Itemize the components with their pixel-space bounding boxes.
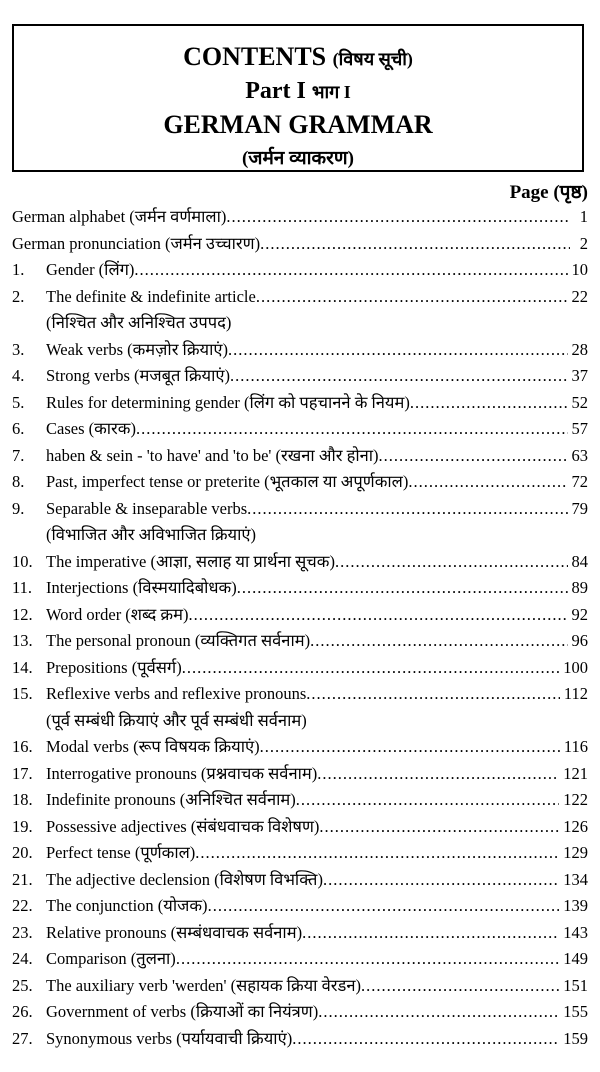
toc-entry-title: Gender (लिंग) — [46, 260, 135, 279]
toc-entry-number: 27. — [12, 1028, 33, 1048]
toc-entry-number: 9. — [12, 498, 25, 518]
toc-entry-title: Weak verbs (कमज़ोर क्रियाएं) — [46, 339, 228, 359]
toc-entry-number: 3. — [12, 339, 25, 359]
toc-entry-subtitle: (निश्चित और अनिश्चित उपपद) — [46, 313, 232, 332]
toc-entry — [12, 973, 588, 1000]
toc-entry-page: 139 — [563, 896, 588, 915]
toc-entry-title: The adjective declension (विशेषण विभक्ति) — [46, 869, 323, 889]
toc-leader-dots — [292, 1026, 559, 1053]
toc-entry-title: The imperative (आज्ञा, सलाह या प्रार्थना सूचक) — [46, 551, 335, 571]
toc-entry-number: 17. — [12, 763, 33, 783]
toc-entry-number: 7. — [12, 445, 25, 465]
toc-leader-dots — [228, 337, 568, 364]
toc-leader-dots — [335, 549, 568, 576]
toc-entry-title: Possessive adjectives (संबंधवाचक विशेषण) — [46, 816, 320, 836]
toc-entry — [12, 575, 588, 602]
toc-entry — [12, 337, 588, 364]
toc-entry — [12, 867, 588, 894]
part-title-hi: भाग I — [311, 82, 351, 102]
toc-leader-dots — [195, 840, 559, 867]
toc-leader-dots — [408, 469, 567, 496]
toc-entry-title: German alphabet (जर्मन वर्णमाला) — [12, 207, 227, 226]
toc-leader-dots — [302, 920, 559, 947]
toc-leader-dots — [361, 973, 559, 1000]
toc-entry-number: 20. — [12, 843, 33, 862]
contents-title-en: CONTENTS — [183, 42, 327, 71]
toc-entry — [12, 549, 588, 576]
toc-entry-number: 18. — [12, 790, 33, 809]
toc-entry-number: 21. — [12, 869, 33, 889]
contents-header-box — [12, 24, 584, 172]
toc-entry — [12, 443, 588, 470]
toc-entry-number: 10. — [12, 551, 33, 571]
toc-leader-dots — [256, 284, 568, 311]
toc-entry — [12, 920, 588, 947]
toc-entry-title: The personal pronoun (व्यक्तिगत सर्वनाम) — [46, 631, 311, 650]
toc-entry — [12, 814, 588, 841]
toc-entry-title: Word order (शब्द क्रम) — [46, 604, 189, 624]
toc-entry-page: 89 — [571, 578, 588, 597]
toc-entry-title: Perfect tense (पूर्णकाल) — [46, 843, 196, 862]
toc-entry-page: 72 — [571, 472, 588, 491]
toc-entry — [12, 363, 588, 390]
toc-entry-title: Cases (कारक) — [46, 419, 136, 438]
toc-entry-page: 134 — [563, 869, 588, 889]
toc-entry-page: 84 — [571, 551, 588, 571]
toc-entry-number: 19. — [12, 816, 33, 836]
toc-entry-page: 159 — [563, 1028, 588, 1048]
toc-entry-title: Comparison (तुलना) — [46, 949, 176, 968]
toc-entry-number: 6. — [12, 419, 25, 438]
toc-entry-number: 25. — [12, 975, 33, 995]
toc-entry-page: 57 — [571, 419, 588, 438]
toc-entry-title: Synonymous verbs (पर्यायवाची क्रियाएं) — [46, 1028, 293, 1048]
toc-leader-dots — [318, 999, 559, 1026]
toc-leader-dots — [319, 814, 559, 841]
toc-entry — [12, 284, 588, 311]
toc-leader-dots — [317, 761, 559, 788]
toc-entry-title: Modal verbs (रूप विषयक क्रियाएं) — [46, 737, 260, 756]
toc-entry-page: 52 — [571, 392, 588, 412]
toc-leader-dots — [260, 734, 560, 761]
toc-entry — [12, 469, 588, 496]
toc-leader-dots — [226, 204, 570, 231]
toc-leader-dots — [230, 363, 568, 390]
toc-entry-page: 122 — [563, 790, 588, 809]
toc-leader-dots — [410, 390, 568, 417]
toc-entry-page: 112 — [563, 684, 588, 703]
toc-entry-page: 126 — [563, 816, 588, 836]
toc-entry-page: 151 — [563, 975, 588, 995]
toc-entry-number: 24. — [12, 949, 33, 968]
toc-entry-page: 155 — [563, 1002, 588, 1021]
toc-entry-page: 28 — [571, 339, 588, 359]
toc-leader-dots — [134, 257, 567, 284]
toc-leader-dots — [306, 681, 560, 708]
toc-leader-dots — [260, 231, 570, 258]
toc-entry-number: 15. — [12, 684, 33, 703]
toc-entry-title: Reflexive verbs and reflexive pronouns — [46, 684, 307, 703]
toc-entry — [12, 390, 588, 417]
toc-entry-number: 2. — [12, 286, 25, 306]
toc-leader-dots — [237, 575, 568, 602]
toc-entry-page: 10 — [571, 260, 588, 279]
toc-entry — [12, 257, 588, 284]
part-title — [14, 78, 582, 105]
toc-entry-title: Interrogative pronouns (प्रश्नवाचक सर्वनाम) — [46, 763, 318, 783]
toc-entry-number: 26. — [12, 1002, 33, 1021]
toc-entry-title: Separable & inseparable verbs — [46, 498, 248, 518]
toc-entry-title: Rules for determining gender (लिंग को पहचानने के नियम) — [46, 392, 410, 412]
toc-entry — [12, 999, 588, 1026]
toc-entry — [12, 204, 588, 231]
toc-entry-page: 2 — [579, 233, 588, 253]
toc-entry-number: 16. — [12, 737, 33, 756]
toc-entry-title: The conjunction (योजक) — [46, 896, 208, 915]
toc-entry — [12, 416, 588, 443]
contents-title — [14, 42, 582, 72]
toc-entry-page: 129 — [563, 843, 588, 862]
toc-entry-subtitle: (पूर्व सम्बंधी क्रियाएं और पूर्व सम्बंधी सर्वनाम) — [46, 710, 307, 730]
toc-leader-dots — [323, 867, 559, 894]
toc-leader-dots — [136, 416, 568, 443]
toc-entry-page: 116 — [563, 737, 588, 756]
toc-entry — [12, 496, 588, 523]
toc-entry — [12, 840, 588, 867]
toc-leader-dots — [176, 946, 559, 973]
toc-entry-title: Past, imperfect tense or preterite (भूतकाल या अपूर्णकाल) — [46, 472, 409, 491]
toc-leader-dots — [188, 602, 567, 629]
part-title-en: Part I — [245, 78, 306, 104]
toc-entry-title: Indefinite pronouns (अनिश्चित सर्वनाम) — [46, 790, 296, 809]
toc-entry-page: 1 — [579, 207, 588, 226]
toc-entry-page: 22 — [571, 286, 588, 306]
toc-entry — [12, 1026, 588, 1053]
toc-entry-number: 1. — [12, 260, 25, 279]
toc-entry-page: 100 — [563, 657, 588, 677]
section-title-hi: (जर्मन व्याकरण) — [242, 148, 354, 169]
toc-entry-page: 143 — [563, 922, 588, 942]
toc-entry-number: 23. — [12, 922, 33, 942]
toc-entry-title: haben & sein - 'to have' and 'to be' (रखना और होना) — [46, 445, 379, 465]
toc-entry-title: Relative pronouns (सम्बंधवाचक सर्वनाम) — [46, 922, 303, 942]
toc-entry-number: 8. — [12, 472, 25, 491]
toc-entry-title: The definite & indefinite article — [46, 286, 256, 306]
toc-leader-dots — [208, 893, 560, 920]
toc-entry-number: 11. — [12, 578, 33, 597]
toc-entry — [12, 628, 588, 655]
contents-title-hi: (विषय सूची) — [332, 49, 413, 69]
toc-entry-number: 4. — [12, 366, 25, 385]
toc-entry-page: 79 — [571, 498, 588, 518]
toc-entry-page: 149 — [563, 949, 588, 968]
toc-entry-page: 37 — [571, 366, 588, 385]
toc-entry-number: 12. — [12, 604, 33, 624]
toc-entry — [12, 946, 588, 973]
toc-leader-dots — [296, 787, 559, 814]
toc-entry-subtitle: (विभाजित और अविभाजित क्रियाएं) — [46, 525, 256, 544]
toc-entry-page: 96 — [571, 631, 588, 650]
toc-entry — [12, 761, 588, 788]
toc-entry-number: 14. — [12, 657, 33, 677]
toc-entry — [12, 681, 588, 708]
toc-entry-title: Prepositions (पूर्वसर्ग) — [46, 657, 182, 677]
toc-entry-title: Interjections (विस्मयादिबोधक) — [46, 578, 237, 597]
toc-entry-title: Strong verbs (मजबूत क्रियाएं) — [46, 366, 230, 385]
toc-leader-dots — [310, 628, 567, 655]
toc-entry-title: German pronunciation (जर्मन उच्चारण) — [12, 233, 261, 253]
toc-entry-page: 63 — [571, 445, 588, 465]
toc-entry — [12, 655, 588, 682]
toc-leader-dots — [379, 443, 568, 470]
toc-entry-page: 121 — [563, 763, 588, 783]
toc-leader-dots — [182, 655, 560, 682]
toc-entry — [12, 787, 588, 814]
toc-entry-number: 5. — [12, 392, 25, 412]
toc-entry-number: 22. — [12, 896, 33, 915]
page-column-label: Page (पृष्ठ) — [509, 182, 588, 203]
toc-entry-title: The auxiliary verb 'werden' (सहायक क्रिया वेरडन) — [46, 975, 361, 995]
section-title: GERMAN GRAMMAR — [163, 110, 433, 139]
toc-entry — [12, 893, 588, 920]
toc-entry-title: Government of verbs (क्रियाओं का नियंत्रण) — [46, 1002, 319, 1021]
toc-leader-dots — [247, 496, 567, 523]
toc-entry-page: 92 — [571, 604, 588, 624]
toc-entry — [12, 602, 588, 629]
toc-entry — [12, 734, 588, 761]
table-of-contents — [12, 204, 588, 1052]
toc-entry — [12, 231, 588, 258]
toc-entry-number: 13. — [12, 631, 33, 650]
